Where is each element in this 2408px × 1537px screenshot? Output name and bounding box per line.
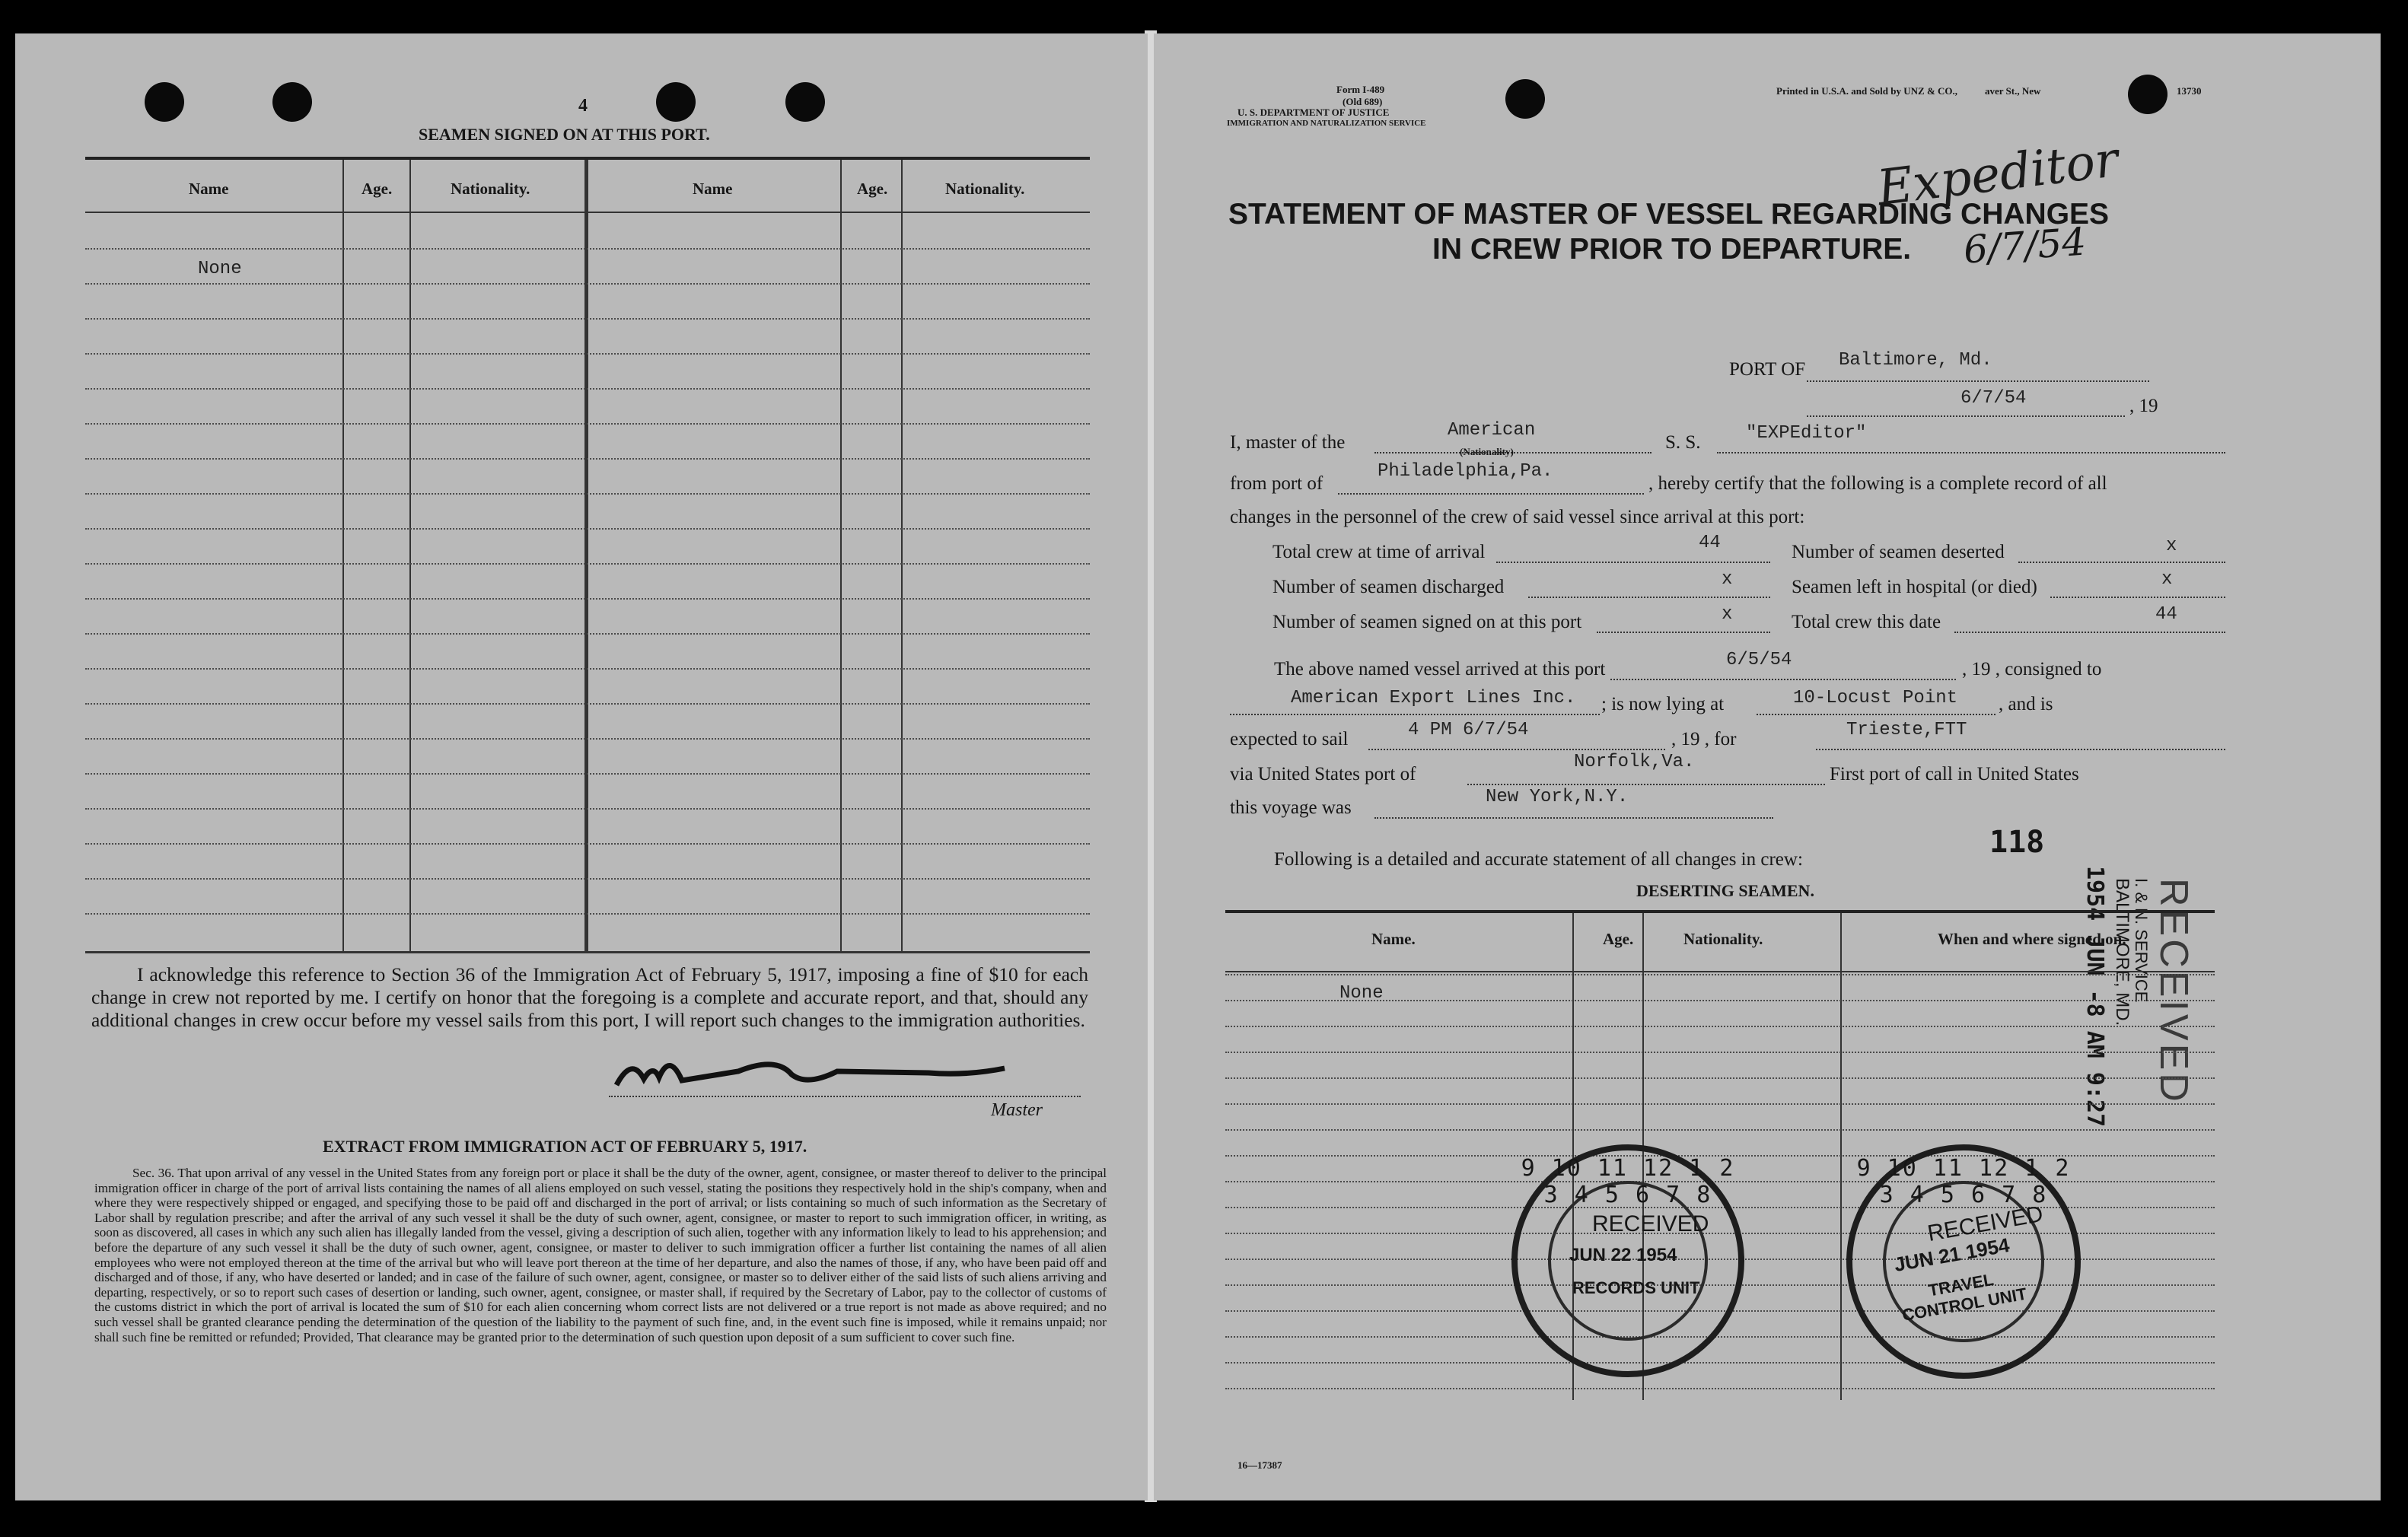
- deserted-label: Number of seamen deserted: [1792, 542, 2005, 562]
- row-rule: [85, 388, 1090, 390]
- column-header-name: Name: [189, 180, 229, 198]
- row-rule: [85, 353, 1090, 355]
- deserting-entry-none: None: [1339, 983, 1384, 1004]
- records-stamp-date: JUN 22 1954: [1569, 1245, 1677, 1265]
- deserting-header-nationality: Nationality.: [1683, 930, 1763, 948]
- received-stamp-service: [2131, 878, 2151, 1002]
- voyage-label: this voyage was: [1230, 797, 1352, 818]
- total-crew-today-line: [1954, 632, 2225, 633]
- row-rule: [1225, 1362, 2215, 1364]
- discharged-line: [1528, 597, 1770, 598]
- deserting-header-name: Name.: [1371, 930, 1416, 948]
- travel-stamp-unit: TRAVEL CONTROL UNIT: [1900, 1269, 2028, 1325]
- row-rule: [85, 773, 1090, 775]
- row-rule: [1225, 974, 2215, 975]
- signed-on-label: Number of seamen signed on at this port: [1272, 612, 1582, 632]
- deserting-header-age: Age.: [1603, 930, 1634, 948]
- records-unit-stamp: [1511, 1144, 1744, 1377]
- received-stamp-service-text: I. & N. SERVICE: [2132, 878, 2151, 1003]
- nationality-value: American: [1448, 420, 1536, 441]
- lying-fill-line: [1757, 714, 1996, 715]
- left-page: [15, 33, 1148, 1500]
- from-port-value: Philadelphia,Pa.: [1378, 461, 1553, 482]
- consignee-fill-line: [1230, 714, 1600, 715]
- stamp-clock-numbers: 9 10 11 12 1 2 3 4 5 6 7 8: [1856, 1155, 2071, 1208]
- column-header-nationality: Nationality.: [451, 180, 530, 198]
- discharged-value: x: [1722, 569, 1733, 590]
- row-rule: [1225, 1129, 2215, 1131]
- row-rule: [85, 913, 1090, 915]
- deserting-table-top-rule: [1225, 910, 2215, 913]
- row-rule: [85, 633, 1090, 635]
- row-rule: [1225, 1388, 2215, 1389]
- date-fill-line: [1807, 415, 2125, 417]
- row-rule: [1225, 1000, 2215, 1001]
- row-rule: [85, 598, 1090, 600]
- row-rule: [85, 423, 1090, 425]
- deserting-column-divider: [1840, 913, 1842, 1400]
- sheet-number: 118: [1989, 825, 2045, 860]
- column-divider: [901, 160, 903, 951]
- handwritten-vessel-name: Expeditor: [1874, 131, 2122, 218]
- consignee-value: American Export Lines Inc.: [1291, 688, 1576, 708]
- service-name: IMMIGRATION AND NATURALIZATION SERVICE: [1227, 119, 1426, 128]
- deserting-title: DESERTING SEAMEN.: [1636, 881, 1814, 900]
- page-number: 4: [578, 96, 588, 116]
- row-rule: [85, 738, 1090, 740]
- column-header-age-2: Age.: [857, 180, 888, 198]
- destination-value: Trieste,FTT: [1846, 720, 1967, 740]
- acknowledgment-text: I acknowledge this reference to Section 36 of the Immigration Act of February 5, 1917, imposing a fine of $10 for each change in crew not reported by me. I certify on honor that the foregoing is a complete and accurate report, and that, should any additional changes in crew occur before my vessel sails from this port, I will report such changes to the immigration authorities.: [91, 963, 1088, 1031]
- from-port-label: from port of: [1230, 473, 1323, 494]
- row-rule: [85, 808, 1090, 810]
- sail-fill-line: [1368, 749, 1665, 750]
- table-bottom-rule: [85, 951, 1090, 953]
- hospital-line: [2050, 597, 2225, 598]
- footer-code: 16—17387: [1237, 1459, 1282, 1471]
- date-year-suffix: , 19: [2129, 396, 2158, 416]
- received-stamp-datetime-text: 1954 JUN -8 AM 9:27: [2082, 866, 2108, 1128]
- row-rule: [85, 878, 1090, 880]
- port-label: PORT OF: [1729, 359, 1806, 380]
- signed-on-line: [1597, 632, 1770, 633]
- consigned-label: , 19 , consigned to: [1962, 659, 2102, 679]
- column-header-nationality-2: Nationality.: [945, 180, 1025, 198]
- travel-stamp-date: JUN 21 1954: [1892, 1233, 2011, 1277]
- first-port-label: First port of call in United States: [1830, 764, 2079, 784]
- arrived-value: 6/5/54: [1726, 650, 1792, 670]
- printer-note-tail: aver St., New: [1985, 85, 2041, 97]
- travel-stamp-label: RECEIVED: [1925, 1201, 2045, 1247]
- ss-label: S. S.: [1665, 432, 1701, 453]
- received-stamp-datetime: [2082, 866, 2108, 1127]
- vessel-fill-line: [1717, 452, 2225, 453]
- master-label: Master: [991, 1100, 1043, 1120]
- deserted-line: [2018, 562, 2225, 563]
- arrived-label: The above named vessel arrived at this port: [1274, 659, 1606, 679]
- sail-label: expected to sail: [1230, 729, 1349, 749]
- signed-on-value: x: [1722, 604, 1733, 625]
- column-divider: [409, 160, 411, 951]
- row-rule: [85, 283, 1090, 285]
- row-rule: [85, 248, 1090, 250]
- form-title-line-2: IN CREW PRIOR TO DEPARTURE.: [1432, 233, 1912, 266]
- punch-hole: [272, 82, 312, 122]
- row-rule: [1225, 1052, 2215, 1053]
- printer-note: Printed in U.S.A. and Sold by UNZ & CO.,: [1776, 85, 1958, 97]
- master-of-label: I, master of the: [1230, 432, 1346, 453]
- extract-text: Sec. 36. That upon arrival of any vessel in the United States from any foreign port or place it shall be the duty of the owner, agent, consignee, or master thereof to deliver to the principal immigration officer in charge of the port of arrival lists containing the names of all aliens employed on such vessel, stating the positions they respectively hold in the ship's company, when and where they were respectively shipped or engaged, and specifying those to be paid off and discharged in the port of arrival; or lists containing so much of such information as the Secretary of Labor shall by regulation prescribe; and after the arrival of any such vessel it shall be the duty of such owner, agent, consignee, or master to report to such immigration officer, in writing, as soon as discovered, all cases in which any such alien has illegally landed from the vessel, giving a description of such alien, together with any information likely to lead to his apprehension; and before the departure of any such vessel it shall be the duty of such owner, agent, consignee, or master to deliver to such immigration officer a further list containing the names of all alien employees who were not employed thereon at the time of the arrival but who will leave port thereon at the time of her departure, and also the names of those, if any, who have been paid off and discharged and of those, if any, who have deserted or landed; and in case of the failure of such owner, agent, consignee, or master so to deliver either of the said lists of such aliens arriving and departing, respectively, or so to report such cases of desertion or landing, such owner, agent, consignee, or master shall, if required by the Secretary of Labor, pay to the collector of customs of the customs district in which the port of arrival is located the sum of $10 for each alien concerning whom correct lists are not delivered or a true report is not made as above required; and no such vessel shall be granted clearance pending the determination of the question of the liability to the payment of such fine, and, in the event such fine is imposed, while it remains unpaid; nor shall such fine be remitted or refunded; Provided, That clearance may be granted prior to the determination of such question upon deposit of a sum sufficient to cover such fine.: [94, 1166, 1107, 1344]
- handwritten-date: 6/7/54: [1962, 219, 2088, 272]
- changes-text: changes in the personnel of the crew of said vessel since arrival at this port:: [1230, 507, 1805, 527]
- from-port-fill-line: [1338, 493, 1644, 495]
- form-title-line-1: STATEMENT OF MASTER OF VESSEL REGARDING CHANGES: [1228, 198, 2110, 231]
- via-value: Norfolk,Va.: [1574, 752, 1695, 772]
- row-rule: [85, 318, 1090, 320]
- row-rule: [85, 668, 1090, 670]
- following-text: Following is a detailed and accurate statement of all changes in crew:: [1274, 849, 1803, 870]
- voyage-fill-line: [1374, 817, 1773, 819]
- master-signature: [609, 1049, 1012, 1102]
- voyage-value: New York,N.Y.: [1486, 787, 1629, 807]
- date-value: 6/7/54: [1960, 388, 2027, 409]
- row-rule: [85, 843, 1090, 845]
- row-rule: [85, 563, 1090, 565]
- printer-code: 13730: [2177, 85, 2202, 97]
- records-stamp-unit: RECORDS UNIT: [1572, 1278, 1700, 1297]
- destination-fill-line: [1816, 749, 2225, 750]
- travel-control-stamp: [1846, 1144, 2081, 1379]
- department-name: U. S. DEPARTMENT OF JUSTICE: [1237, 107, 1390, 118]
- arrived-fill-line: [1610, 679, 1956, 680]
- column-divider: [840, 160, 842, 951]
- total-crew-arrival-value: 44: [1699, 533, 1721, 553]
- hospital-value: x: [2161, 569, 2173, 590]
- extract-title: EXTRACT FROM IMMIGRATION ACT OF FEBRUARY 5, 1917.: [323, 1137, 807, 1156]
- row-rule: [1225, 1026, 2215, 1027]
- stamp-clock-numbers: 9 10 11 12 1 2 3 4 5 6 7 8: [1521, 1155, 1735, 1208]
- nationality-caption: (Nationality): [1460, 446, 1514, 457]
- received-stamp-city-text: BALTIMORE, MD.: [2112, 878, 2132, 1026]
- form-old-number: (Old 689): [1343, 96, 1383, 107]
- form-number: Form I-489: [1336, 84, 1385, 95]
- punch-hole: [785, 82, 825, 122]
- received-stamp-title: RECEIVED: [2152, 878, 2196, 1105]
- row-rule: [85, 493, 1090, 495]
- deserted-value: x: [2166, 536, 2177, 556]
- row-rule: [85, 528, 1090, 530]
- row-rule: [1225, 1336, 2215, 1338]
- sail-value: 4 PM 6/7/54: [1408, 720, 1529, 740]
- total-crew-today-label: Total crew this date: [1792, 612, 1941, 632]
- hospital-label: Seamen left in hospital (or died): [1792, 577, 2037, 597]
- received-stamp-city: [2111, 878, 2132, 1026]
- discharged-label: Number of seamen discharged: [1272, 577, 1505, 597]
- right-page: [1154, 33, 2381, 1500]
- total-crew-today-value: 44: [2155, 604, 2177, 625]
- via-label: via United States port of: [1230, 764, 1416, 784]
- punch-hole: [2128, 75, 2168, 114]
- row-rule: [1225, 1103, 2215, 1105]
- vessel-value: "EXPEditor": [1746, 423, 1867, 444]
- deserting-header-signed-on: When and where signed on.: [1938, 930, 2126, 948]
- punch-hole: [145, 82, 184, 122]
- column-divider: [584, 160, 588, 951]
- via-fill-line: [1467, 784, 1825, 785]
- signature-line: [609, 1096, 1081, 1097]
- port-value: Baltimore, Md.: [1839, 350, 1992, 371]
- lying-value: 10-Locust Point: [1793, 688, 1958, 708]
- sail-year-label: , 19 , for: [1671, 729, 1737, 749]
- and-is-label: , and is: [1999, 694, 2053, 714]
- column-header-age: Age.: [362, 180, 393, 198]
- row-rule: [85, 703, 1090, 705]
- port-fill-line: [1807, 380, 2149, 382]
- column-divider: [342, 160, 344, 951]
- records-stamp-label: RECEIVED: [1592, 1211, 1709, 1236]
- punch-hole: [656, 82, 696, 122]
- table-entry-none: None: [198, 259, 242, 279]
- row-rule: [85, 458, 1090, 460]
- row-rule: [1225, 1077, 2215, 1079]
- total-crew-arrival-label: Total crew at time of arrival: [1272, 542, 1486, 562]
- punch-hole: [1505, 79, 1545, 119]
- deserting-header-rule: [1225, 971, 2215, 972]
- column-header-name-2: Name: [693, 180, 733, 198]
- certify-text: , hereby certify that the following is a complete record of all: [1648, 473, 2107, 494]
- section-title: SEAMEN SIGNED ON AT THIS PORT.: [419, 125, 710, 144]
- total-crew-arrival-line: [1496, 562, 1770, 563]
- lying-label: ; is now lying at: [1601, 694, 1725, 714]
